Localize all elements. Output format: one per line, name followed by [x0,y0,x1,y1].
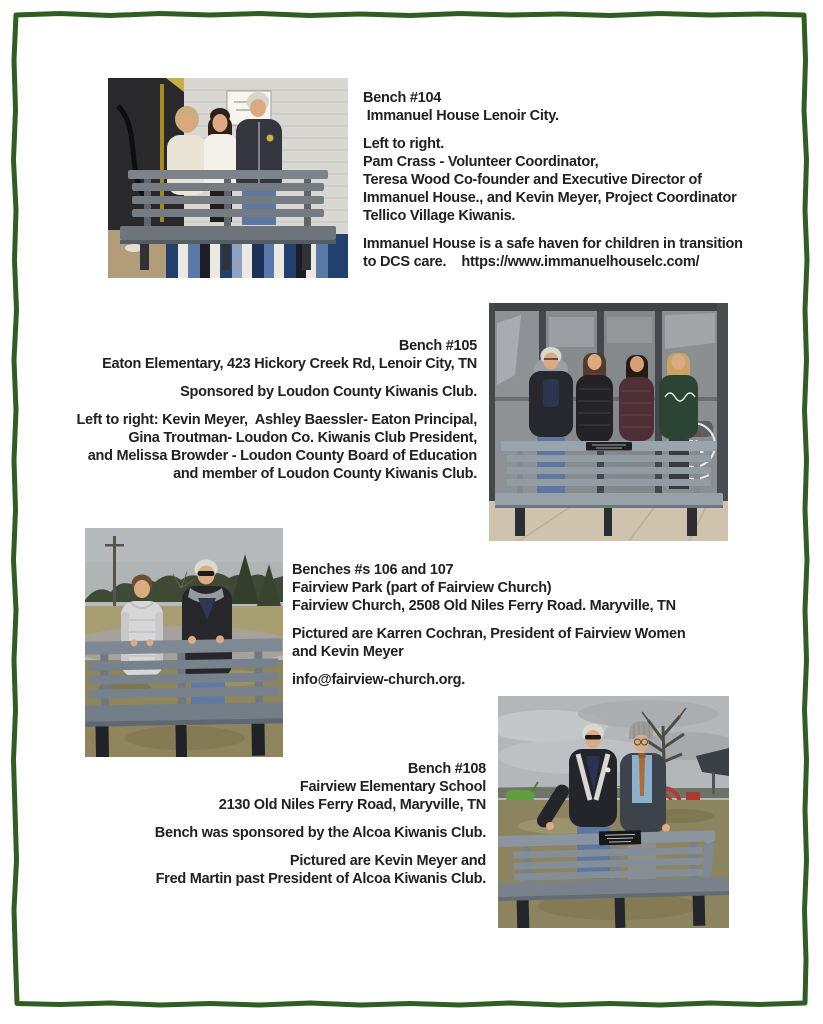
text-line: Left to right: Kevin Meyer, Ashley Baessler- Eaton Principal, [76,412,477,428]
text-line: 2130 Old Niles Ferry Road, Maryville, TN [218,797,486,813]
text-line: Immanuel House Lenoir City. [363,108,559,124]
caption-bench-104 [363,89,803,271]
text-line: Gina Troutman- Loudon Co. Kiwanis Club President, [128,430,477,446]
text-line: Sponsored by Loudon County Kiwanis Club. [180,384,477,400]
photo-bench-105 [489,303,728,541]
text-line: Pam Crass - Volunteer Coordinator, [363,154,599,170]
text-line: Bench #108 [407,761,486,777]
text-line: Fairview Elementary School [299,779,486,795]
text-line: info@fairview-church.org. [292,672,466,688]
text-line: Bench #104 [363,90,442,106]
text-line: and Melissa Browder - Loudon County Board of Education [87,448,477,464]
dedication-plaque [586,442,632,451]
text-line: Immanuel House., and Kevin Meyer, Project Coordinator [363,190,737,206]
text-line: Left to right. [363,136,445,152]
caption-bench-108 [46,760,486,888]
dedication-plaque [599,830,641,845]
caption-people [363,135,803,225]
caption-title [46,760,486,814]
text-line: Benches #s 106 and 107 [292,562,454,578]
text-line: Bench #105 [398,338,477,354]
text-line: Fairview Church, 2508 Old Niles Ferry Road. Maryville, TN [292,598,676,614]
photo-bench-108 [498,696,729,928]
caption-benches-106-107 [292,561,762,689]
text-line: Eaton Elementary, 423 Hickory Creek Rd, Lenoir City, TN [102,356,477,372]
caption-title [292,561,762,615]
text-line: Teresa Wood Co-founder and Executive Director of [363,172,702,188]
text-line: Fairview Park (part of Fairview Church) [292,580,552,596]
text-line: and Kevin Meyer [292,644,404,660]
text-line: to DCS care. https://www.immanuelhouselc.com/ [363,254,700,270]
text-line: Fred Martin past President of Alcoa Kiwanis Club. [155,871,486,887]
caption-people [37,411,477,483]
caption-title [37,337,477,373]
caption-people [46,852,486,888]
photo-bench-104 [108,78,348,278]
caption-people [292,625,762,661]
caption-title [363,89,803,125]
text-line: Pictured are Karren Cochran, President of Fairview Women [292,626,686,642]
text-line: and member of Loudon County Kiwanis Club. [173,466,477,482]
text-line: Immanuel House is a safe haven for children in transition [363,236,743,252]
caption-sponsor [46,824,486,842]
text-line: Pictured are Kevin Meyer and [289,853,486,869]
text-line: Tellico Village Kiwanis. [363,208,516,224]
caption-sponsor [37,383,477,401]
text-line: Bench was sponsored by the Alcoa Kiwanis Club. [154,825,486,841]
caption-contact [292,671,762,689]
caption-bench-105 [37,337,477,483]
photo-benches-106-107 [85,528,283,757]
caption-note [363,235,803,271]
